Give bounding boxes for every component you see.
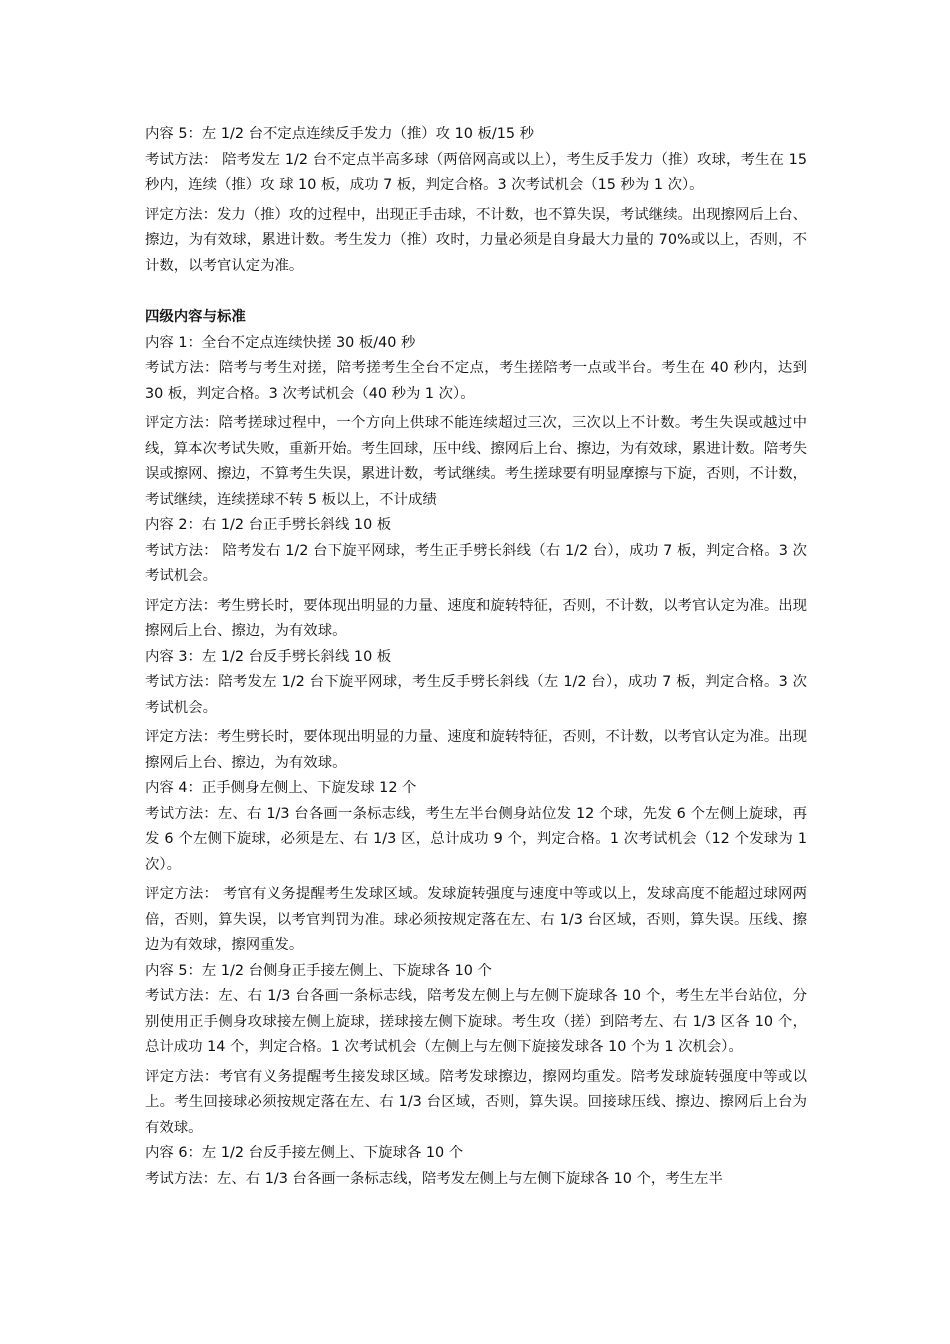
exam-method: 考试方法：左、右 1/3 台各画一条标志线，陪考发左侧上与左侧下旋球各 10 个，考生左半台站位，分别使用正手侧身攻球接左侧上旋球，搓球接左侧下旋球。考生攻（搓）到陪考左、右 1/3 区各 10 个，总计成功 14 个，判定合格。1 次考试机会（左侧上与左侧下旋接发球各 10 个为 1 次机会）。	[145, 988, 807, 1055]
item-heading: 内容 3：左 1/2 台反手劈长斜线 10 板	[145, 648, 392, 665]
document-page	[145, 122, 807, 1192]
evaluation-method: 评定方法： 考官有义务提醒考生发球区域。发球旋转强度与速度中等或以上，发球高度不能超过球网两倍，否则，算失误，以考官判罚为准。球必须按规定落在左、右 1/3 台区域，否则，算失误。压线、擦边为有效球，擦网重发。	[145, 886, 807, 953]
item-heading: 内容 5：左 1/2 台不定点连续反手发力（推）攻 10 板/15 秒	[145, 126, 535, 142]
exam-method: 考试方法：陪考发左 1/2 台下旋平网球，考生反手劈长斜线（左 1/2 台），成功 7 板，判定合格。3 次考试机会。	[145, 674, 807, 716]
exam-method: 考试方法：左、右 1/3 台各画一条标志线，陪考发左侧上与左侧下旋球各 10 个，考生左半	[145, 1170, 723, 1187]
evaluation-method: 评定方法：发力（推）攻的过程中，出现正手击球，不计数，也不算失误，考试继续。出现擦网后上台、擦边，为有效球，累进计数。考生发力（推）攻时，力量必须是自身最大力量的 70%或以上，否则，不计数，以考官认定为准。	[145, 206, 807, 274]
evaluation-method: 评定方法：陪考搓球过程中，一个方向上供球不能连续超过三次，三次以上不计数。考生失误或越过中线，算本次考试失败，重新开始。考生回球，压中线、擦网后上台、擦边，为有效球，累进计数。陪考失误或擦网、擦边，不算考生失误，累进计数，考试继续。考生搓球要有明显摩擦与下旋，否则，不计数，考试继续，连续搓球不转 5 板以上，不计成绩	[145, 415, 807, 508]
exam-method: 考试方法： 陪考发左 1/2 台不定点半高多球（两倍网高或以上），考生反手发力（推）攻球，考生在 15 秒内，连续（推）攻 球 10 板，成功 7 板，判定合格。3 次考试机会（15 秒为 1 次）。	[145, 151, 807, 193]
item-heading: 内容 2：右 1/2 台正手劈长斜线 10 板	[145, 517, 392, 533]
section-heading: 四级内容与标准	[145, 309, 246, 325]
exam-method: 考试方法： 陪考发右 1/2 台下旋平网球，考生正手劈长斜线（右 1/2 台），成功 7 板，判定合格。3 次考试机会。	[145, 542, 807, 584]
item-heading: 内容 6：左 1/2 台反手接左侧上、下旋球各 10 个	[145, 1145, 464, 1161]
section-spacer	[145, 279, 807, 305]
evaluation-method: 评定方法：考生劈长时，要体现出明显的力量、速度和旋转特征，否则，不计数，以考官认定为准。出现擦网后上台、擦边，为有效球。	[145, 729, 807, 771]
evaluation-method: 评定方法：考生劈长时，要体现出明显的力量、速度和旋转特征，否则，不计数，以考官认定为准。出现擦网后上台、擦边，为有效球。	[145, 597, 807, 639]
evaluation-method: 评定方法：考官有义务提醒考生接发球区域。陪考发球擦边，擦网均重发。陪考发球旋转强度中等或以上。考生回接球必须按规定落在左、右 1/3 台区域，否则，算失误。回接球压线、擦边、擦网后上台为有效球。	[145, 1068, 807, 1136]
item-heading: 内容 1：全台不定点连续快搓 30 板/40 秒	[145, 334, 416, 351]
exam-method: 考试方法：左、右 1/3 台各画一条标志线，考生左半台侧身站位发 12 个球，先发 6 个左侧上旋球，再发 6 个左侧下旋球，必须是左、右 1/3 区，总计成功 9 个，判定合格。1 次考试机会（12 个发球为 1 次）。	[145, 805, 807, 873]
item-heading: 内容 5：左 1/2 台侧身正手接左侧上、下旋球各 10 个	[145, 962, 492, 979]
item-heading: 内容 4：正手侧身左侧上、下旋发球 12 个	[145, 780, 417, 796]
exam-method: 考试方法：陪考与考生对搓，陪考搓考生全台不定点，考生搓陪考一点或半台。考生在 40 秒内，达到 30 板，判定合格。3 次考试机会（40 秒为 1 次）。	[145, 360, 807, 402]
